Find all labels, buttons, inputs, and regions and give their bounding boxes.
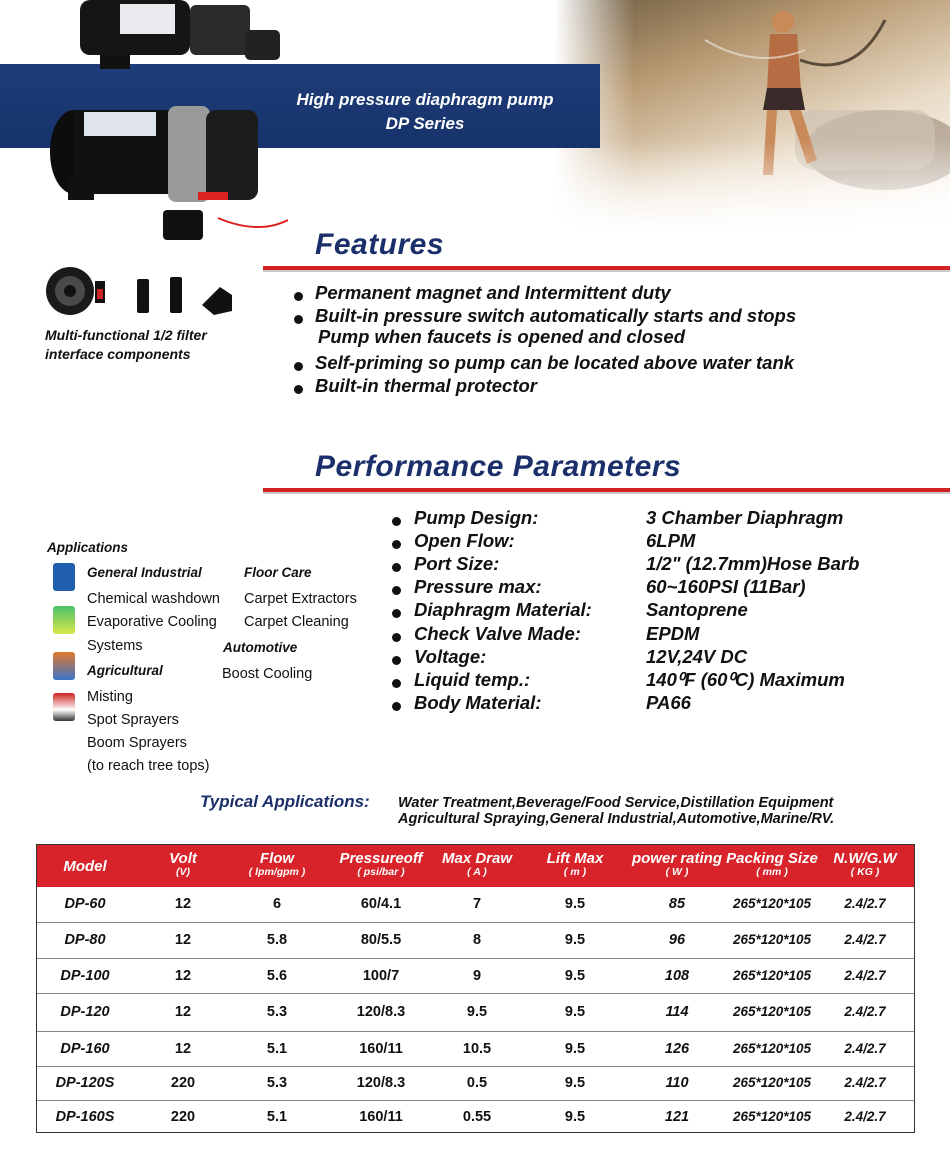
param-label-text: Liquid temp.: — [414, 669, 531, 690]
app-item-carpet-ext: Carpet Extractors — [244, 591, 357, 607]
components-caption-line-2: interface components — [45, 346, 191, 362]
table-cell: 265*120*105 — [732, 896, 812, 911]
column-header — [530, 851, 620, 878]
column-header — [326, 851, 436, 878]
table-cell: 5.1 — [266, 1041, 288, 1057]
table-cell: DP-160 — [60, 1041, 110, 1057]
bullet-icon — [392, 540, 401, 549]
column-header — [227, 851, 327, 878]
table-cell: 85 — [668, 896, 686, 912]
table-cell: 9.5 — [564, 1109, 586, 1125]
typical-applications-line-2: Agricultural Spraying,General Industrial,Automotive,Marine/RV. — [398, 811, 835, 827]
table-cell: 9.5 — [564, 968, 586, 984]
bullet-icon — [392, 633, 401, 642]
param-value: 140⁰F (60⁰C) Maximum — [646, 669, 845, 690]
app-item-carpet-clean: Carpet Cleaning — [244, 614, 349, 630]
table-cell: 12 — [174, 1041, 192, 1057]
param-value: EPDM — [646, 623, 700, 644]
param-label — [392, 623, 581, 645]
table-row — [37, 993, 914, 1032]
column-header-unit: ( KG ) — [850, 866, 880, 878]
table-cell: 10.5 — [462, 1041, 492, 1057]
table-cell: 5.6 — [266, 968, 288, 984]
app-item-boost: Boost Cooling — [222, 666, 313, 682]
param-label — [392, 530, 515, 552]
hero-car-wash-photo — [555, 0, 950, 230]
table-cell: 0.5 — [466, 1075, 488, 1091]
param-label — [392, 599, 592, 621]
table-cell: 9 — [472, 968, 482, 984]
table-cell: 220 — [170, 1075, 196, 1091]
param-label — [392, 553, 499, 575]
column-header-label: Volt — [169, 850, 197, 867]
param-label-text: Port Size: — [414, 553, 500, 574]
pump-image-bottom — [48, 100, 288, 250]
column-header — [153, 851, 213, 878]
feature-item-continued: Pump when faucets is opened and closed — [318, 326, 685, 347]
table-cell: DP-100 — [60, 968, 110, 984]
column-header-label: power rating — [631, 850, 722, 867]
feature-text: Built-in pressure switch automatically starts and stops — [315, 305, 797, 326]
app-item-systems: Systems — [87, 638, 143, 654]
bullet-icon — [392, 679, 401, 688]
param-value: PA66 — [646, 692, 691, 713]
applications-title: Applications — [47, 540, 129, 555]
param-value: 6LPM — [646, 530, 696, 551]
industrial-icon — [53, 563, 75, 591]
filter-components-image — [42, 265, 252, 320]
table-cell: 80/5.5 — [360, 932, 402, 948]
column-header-label: Model — [63, 858, 107, 875]
feature-item — [294, 282, 671, 304]
param-label-text: Body Material: — [414, 692, 542, 713]
column-header — [427, 851, 527, 878]
table-cell: 2.4/2.7 — [844, 1041, 886, 1056]
column-header-unit: ( mm ) — [756, 866, 788, 878]
table-cell: 160/11 — [359, 1041, 403, 1057]
table-cell: 220 — [170, 1109, 196, 1125]
table-cell: 6 — [272, 896, 282, 912]
table-cell: 9.5 — [564, 932, 586, 948]
table-cell: 265*120*105 — [732, 1041, 812, 1056]
table-cell: 265*120*105 — [732, 968, 812, 983]
table-cell: 100/7 — [362, 968, 400, 984]
product-title: High pressure diaphragm pump — [296, 90, 554, 109]
app-category-agricultural: Agricultural — [87, 663, 163, 678]
column-header — [717, 851, 827, 878]
table-cell: 12 — [174, 932, 192, 948]
app-category-automotive: Automotive — [223, 640, 298, 655]
bullet-icon — [392, 656, 401, 665]
table-row — [37, 958, 914, 994]
table-cell: 108 — [664, 968, 690, 984]
bullet-icon — [392, 563, 401, 572]
bullet-icon — [392, 517, 401, 526]
param-value: Santoprene — [646, 599, 748, 620]
param-label — [392, 692, 541, 714]
feature-item — [294, 352, 794, 374]
table-cell: 126 — [664, 1041, 690, 1057]
app-item-evaporative: Evaporative Cooling — [87, 614, 217, 630]
app-item-spot: Spot Sprayers — [87, 712, 179, 728]
table-cell: 9.5 — [564, 1075, 586, 1091]
pump-image-top — [60, 0, 290, 80]
bullet-icon — [392, 586, 401, 595]
param-label-text: Voltage: — [414, 646, 487, 667]
feature-item — [294, 305, 796, 327]
performance-divider-shadow — [263, 492, 950, 494]
param-label — [392, 507, 538, 529]
components-caption-line-1: Multi-functional 1/2 filter — [45, 327, 207, 343]
feature-text: Permanent magnet and Intermittent duty — [315, 282, 671, 303]
table-cell: 121 — [664, 1109, 690, 1125]
app-category-floor-care: Floor Care — [244, 565, 312, 580]
column-header-unit: ( A ) — [467, 866, 487, 878]
spec-table — [36, 844, 915, 1133]
param-value: 3 Chamber Diaphragm — [646, 507, 844, 528]
table-cell: 12 — [174, 1004, 192, 1020]
param-value: 60~160PSI (11Bar) — [646, 576, 806, 597]
table-cell: 0.55 — [462, 1109, 492, 1125]
column-header-unit: (V) — [176, 866, 190, 878]
bullet-icon — [392, 609, 401, 618]
performance-title: Performance Parameters — [315, 450, 682, 483]
table-row — [37, 922, 914, 959]
table-cell: 5.3 — [266, 1004, 288, 1020]
bullet-icon — [294, 315, 303, 324]
bullet-icon — [294, 362, 303, 371]
feature-item — [294, 375, 537, 397]
param-value: 12V,24V DC — [646, 646, 748, 667]
param-label — [392, 646, 486, 668]
column-header-unit: ( lpm/gpm ) — [248, 866, 306, 878]
app-item-boom: Boom Sprayers — [87, 735, 187, 751]
cooling-icon — [53, 606, 75, 634]
column-header-unit: ( psi/bar ) — [357, 866, 405, 878]
table-cell: 2.4/2.7 — [844, 896, 886, 911]
table-cell: 2.4/2.7 — [844, 932, 886, 947]
app-item-tree: (to reach tree tops) — [87, 758, 210, 774]
table-cell: 9.5 — [466, 1004, 488, 1020]
table-cell: 8 — [472, 932, 482, 948]
table-cell: 2.4/2.7 — [844, 1075, 886, 1090]
param-label-text: Pressure max: — [414, 576, 542, 597]
product-series: DP Series — [385, 114, 465, 133]
table-cell: DP-120S — [55, 1075, 115, 1091]
app-category-general-industrial: General Industrial — [87, 565, 202, 580]
column-header-label: N.W/G.W — [833, 850, 897, 867]
param-value: 1/2" (12.7mm)Hose Barb — [646, 553, 860, 574]
bullet-icon — [294, 292, 303, 301]
table-cell: 114 — [665, 1004, 689, 1020]
param-label-text: Open Flow: — [414, 530, 515, 551]
table-cell: 265*120*105 — [732, 1109, 812, 1124]
components-caption — [45, 326, 207, 364]
table-cell: 110 — [665, 1075, 689, 1091]
table-cell: 2.4/2.7 — [844, 968, 886, 983]
table-cell: 120/8.3 — [356, 1004, 406, 1020]
table-cell: 60/4.1 — [360, 896, 402, 912]
table-row — [37, 1066, 914, 1101]
param-label-text: Check Valve Made: — [414, 623, 581, 644]
column-header — [40, 859, 130, 874]
table-cell: 265*120*105 — [732, 932, 812, 947]
feature-text: Self-priming so pump can be located above water tank — [315, 352, 795, 373]
table-cell: 12 — [174, 968, 192, 984]
column-header-label: Max Draw — [441, 850, 513, 867]
param-label-text: Pump Design: — [414, 507, 539, 528]
column-header-label: Pressureoff — [339, 850, 423, 867]
feature-text: Built-in thermal protector — [315, 375, 538, 396]
bullet-icon — [392, 702, 401, 711]
table-cell: 7 — [472, 896, 482, 912]
param-label — [392, 669, 530, 691]
table-row — [37, 887, 914, 922]
table-cell: 265*120*105 — [732, 1004, 812, 1019]
table-cell: 2.4/2.7 — [844, 1004, 886, 1019]
param-label-text: Diaphragm Material: — [414, 599, 592, 620]
table-cell: 9.5 — [564, 1004, 586, 1020]
table-cell: 160/11 — [359, 1109, 403, 1125]
vehicle-icon — [53, 693, 75, 721]
table-cell: DP-160S — [55, 1109, 115, 1125]
column-header-label: Lift Max — [546, 850, 604, 867]
app-item-misting: Misting — [87, 689, 133, 705]
column-header-label: Flow — [259, 850, 295, 867]
table-cell: 96 — [668, 932, 686, 948]
table-cell: 265*120*105 — [732, 1075, 812, 1090]
features-title: Features — [315, 228, 445, 261]
column-header-unit: ( m ) — [563, 866, 587, 878]
table-cell: 12 — [174, 896, 192, 912]
features-divider-shadow — [263, 270, 950, 272]
table-cell: 9.5 — [564, 1041, 586, 1057]
column-header — [622, 851, 732, 878]
table-cell: DP-60 — [64, 896, 106, 912]
table-cell: 5.3 — [266, 1075, 288, 1091]
table-cell: DP-120 — [60, 1004, 110, 1020]
table-row — [37, 1031, 914, 1067]
table-cell: 5.1 — [266, 1109, 288, 1125]
table-cell: 120/8.3 — [356, 1075, 406, 1091]
bullet-icon — [294, 385, 303, 394]
table-row — [37, 1100, 914, 1135]
app-item-chemical: Chemical washdown — [87, 591, 220, 607]
column-header — [820, 851, 910, 878]
spec-table-header — [37, 845, 914, 887]
column-header-unit: ( W ) — [665, 866, 689, 878]
agriculture-icon — [53, 652, 75, 680]
table-cell: 5.8 — [266, 932, 288, 948]
typical-applications-label: Typical Applications: — [200, 792, 370, 811]
table-cell: DP-80 — [64, 932, 106, 948]
table-cell: 9.5 — [564, 896, 586, 912]
column-header-label: Packing Size — [726, 850, 818, 867]
table-cell: 2.4/2.7 — [844, 1109, 886, 1124]
param-label — [392, 576, 542, 598]
typical-applications-line-1: Water Treatment,Beverage/Food Service,Distillation Equipment — [398, 795, 834, 811]
